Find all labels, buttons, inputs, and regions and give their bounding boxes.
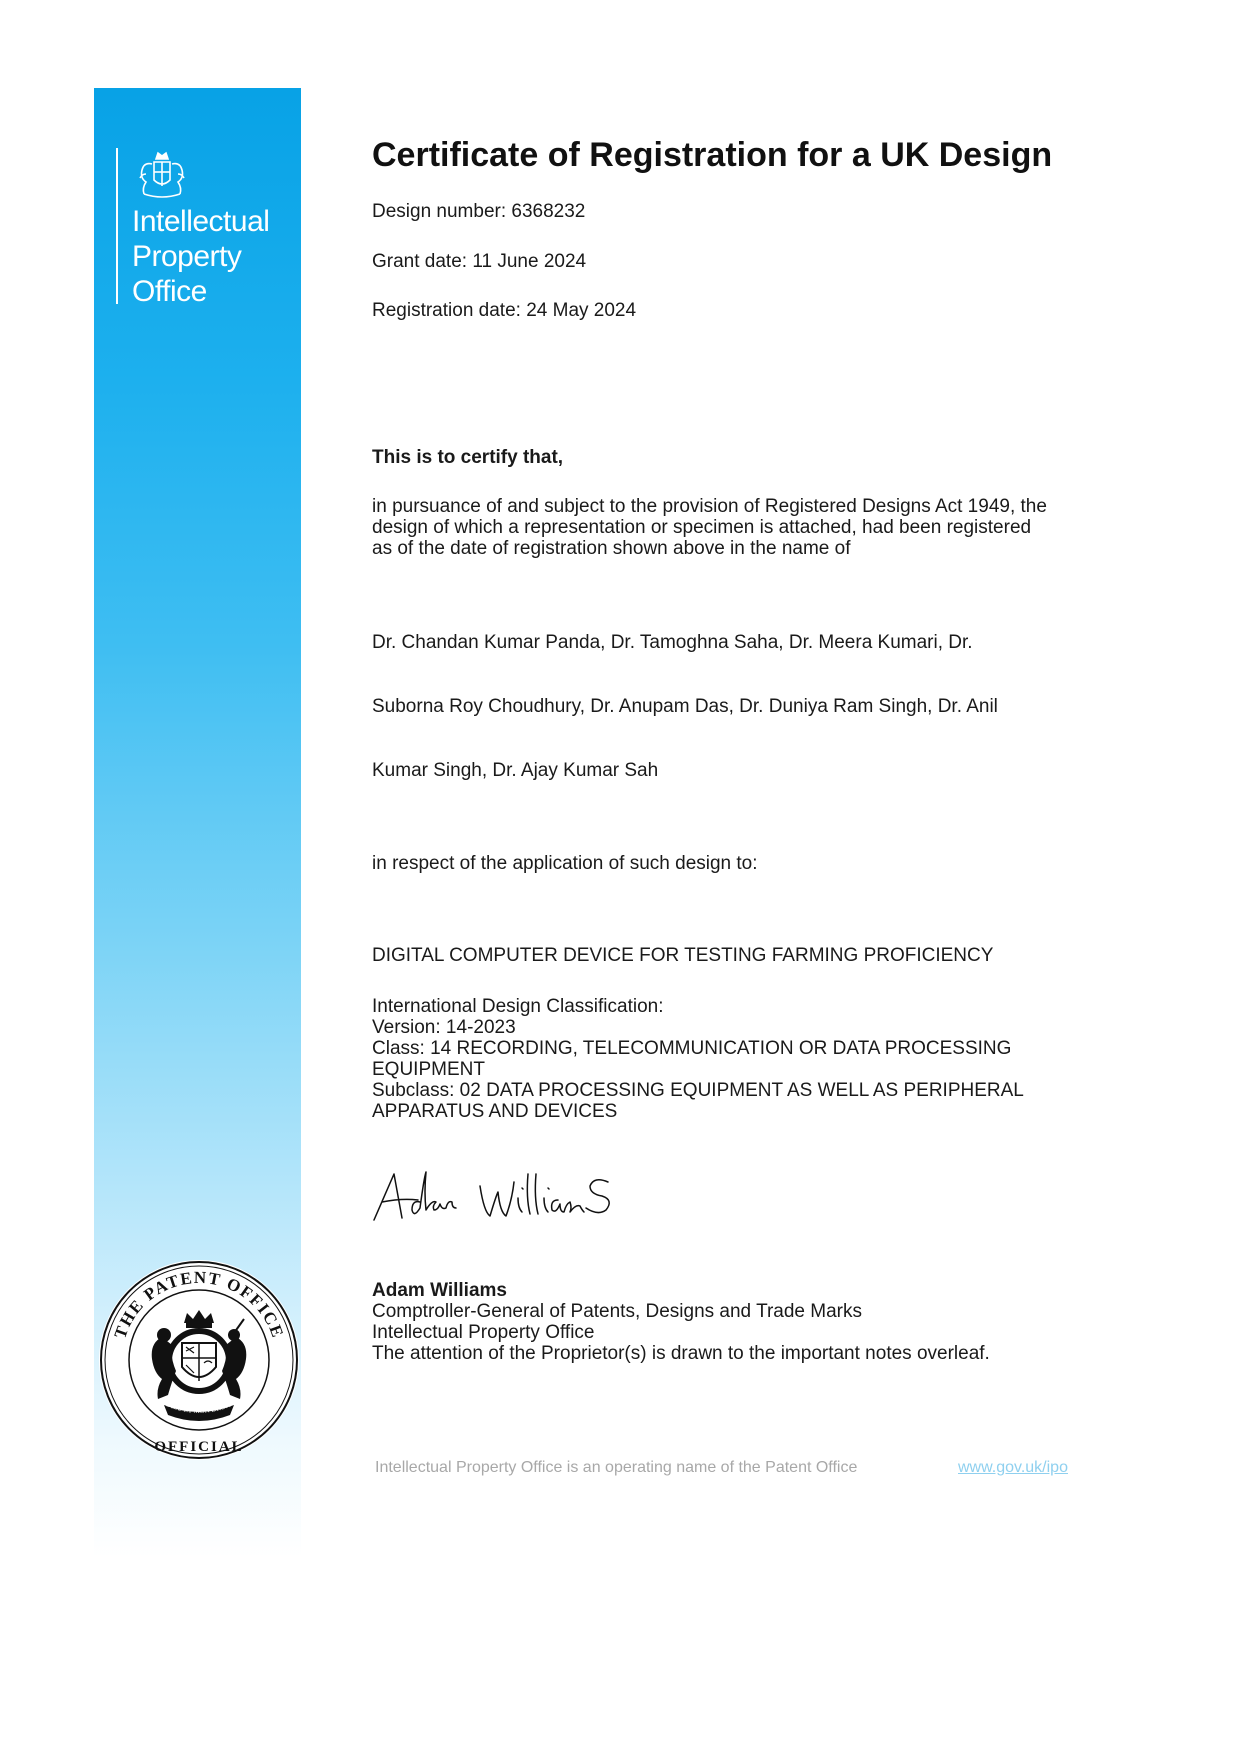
classification-line: APPARATUS AND DEVICES <box>372 1101 618 1122</box>
classification-line: Class: 14 RECORDING, TELECOMMUNICATION OR DATA PROCESSING <box>372 1038 1012 1059</box>
pursuance-paragraph <box>372 496 1132 559</box>
certify-heading: This is to certify that, <box>372 447 564 468</box>
footer <box>375 1459 1075 1477</box>
pursuance-line: as of the date of registration shown above in the name of <box>372 538 851 559</box>
registration-date: Registration date: 24 May 2024 <box>372 300 637 321</box>
logo-divider-bar <box>116 148 118 304</box>
signatory-line: The attention of the Proprietor(s) is drawn to the important notes overleaf. <box>372 1343 990 1364</box>
royal-crest-icon <box>130 150 194 198</box>
classification-block <box>372 996 1132 1122</box>
classification-line: Version: 14-2023 <box>372 1017 516 1038</box>
logo-wordmark <box>132 204 269 309</box>
design-number: Design number: 6368232 <box>372 201 586 222</box>
classification-line: Subclass: 02 DATA PROCESSING EQUIPMENT AS WELL AS PERIPHERAL <box>372 1080 1024 1101</box>
proprietor-names-line: Kumar Singh, Dr. Ajay Kumar Sah <box>372 760 659 781</box>
seal-motto: DIEU ET MON DROIT <box>165 1400 233 1416</box>
patent-office-seal <box>94 1255 304 1465</box>
design-title: DIGITAL COMPUTER DEVICE FOR TESTING FARMING PROFICIENCY <box>372 945 994 966</box>
logo-line-3: Office <box>132 275 207 308</box>
seal-top-text: THE PATENT OFFICE <box>110 1267 288 1341</box>
logo-line-1: Intellectual <box>132 205 270 238</box>
signatory-line: Comptroller-General of Patents, Designs and Trade Marks <box>372 1301 862 1322</box>
classification-line: International Design Classification: <box>372 996 664 1017</box>
signatory-name: Adam Williams <box>372 1280 507 1301</box>
respect-line: in respect of the application of such design to: <box>372 853 758 874</box>
signatory-block <box>372 1280 1132 1364</box>
page-title: Certificate of Registration for a UK Design <box>372 136 1053 174</box>
grant-date: Grant date: 11 June 2024 <box>372 251 587 272</box>
handwritten-signature <box>372 1168 622 1228</box>
logo-line-2: Property <box>132 240 242 273</box>
proprietor-names-line: Suborna Roy Choudhury, Dr. Anupam Das, Dr. Duniya Ram Singh, Dr. Anil <box>372 696 998 717</box>
footer-note: Intellectual Property Office is an operating name of the Patent Office <box>375 1459 858 1476</box>
seal-bottom-text: OFFICIAL <box>154 1439 244 1455</box>
classification-line: EQUIPMENT <box>372 1059 485 1080</box>
proprietor-names-line: Dr. Chandan Kumar Panda, Dr. Tamoghna Saha, Dr. Meera Kumari, Dr. <box>372 632 973 653</box>
pursuance-line: in pursuance of and subject to the provision of Registered Designs Act 1949, the <box>372 496 1047 517</box>
pursuance-line: design of which a representation or specimen is attached, had been registered <box>372 517 1032 538</box>
signatory-line: Intellectual Property Office <box>372 1322 595 1343</box>
ipo-website-link[interactable]: www.gov.uk/ipo <box>958 1459 1068 1476</box>
